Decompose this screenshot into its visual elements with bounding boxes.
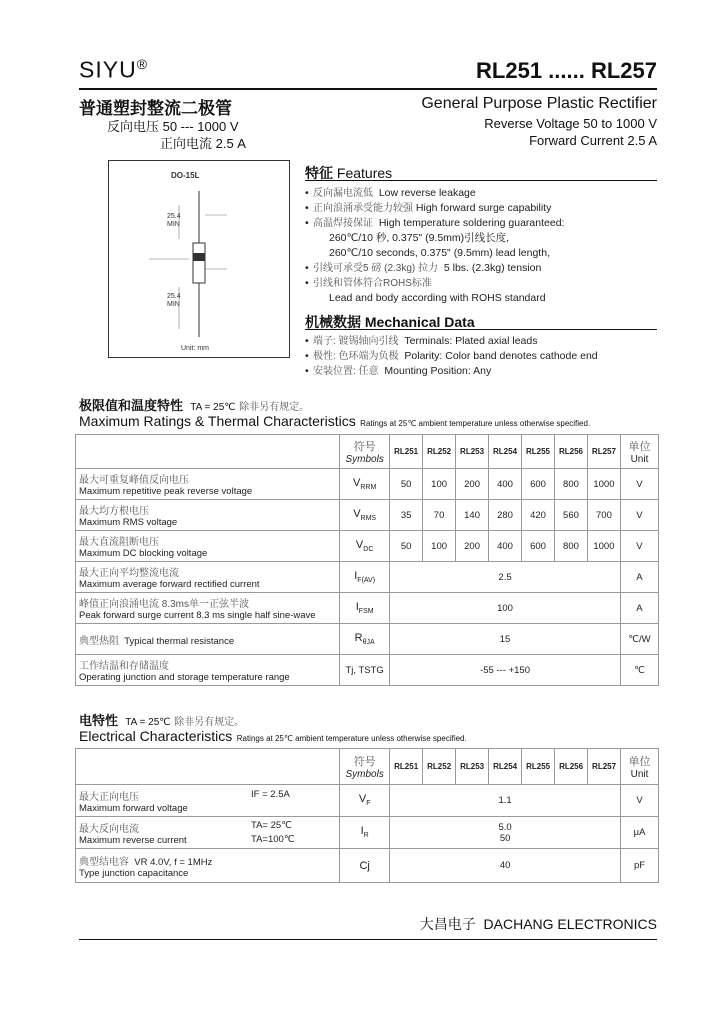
- dim-bottom-value: 25.4: [167, 293, 181, 300]
- package-drawing: [108, 160, 290, 358]
- table-row: 最大可重复峰值反向电压 Maximum repetitive peak reverse voltage $V_{RRM}$ 50 100 200 400 600 800 1000 V: [76, 469, 659, 500]
- mechanical-title: 机械数据 Mechanical Data: [305, 314, 475, 330]
- feature-item: Lead and body according with ROHS standard: [329, 292, 546, 304]
- table-header-row: 符号 Symbols RL251 RL252 RL253 RL254 RL255 RL256 RL257 单位 Unit: [76, 749, 659, 785]
- part-number-range: RL251 ...... RL257: [476, 58, 657, 83]
- feature-item: 260℃/10 seconds, 0.375" (9.5mm) lead length,: [329, 247, 550, 259]
- electrical-table: [75, 748, 659, 883]
- package-name: DO-15L: [171, 171, 200, 180]
- en-title: General Purpose Plastic Rectifier: [421, 95, 657, 112]
- mechanical-item: • 端子: 镀锡轴向引线 Terminals: Plated axial leads: [305, 335, 538, 347]
- feature-item: • 反向漏电流低 Low reverse leakage: [305, 187, 476, 199]
- max-ratings-table: [75, 434, 659, 686]
- table-row: 最大直流阻断电压 Maximum DC blocking voltage $V_{DC}$ 50 100 200 400 600 800 1000 V: [76, 531, 659, 562]
- mechanical-item: • 安装位置: 任意 Mounting Position: Any: [305, 365, 492, 377]
- table-row: 峰值正向浪涌电流 8.3ms单一正弦半波 Peak forward surge current 8.3 ms single half sine-wave $I_{FSM}$ 100 A: [76, 593, 659, 624]
- electrical-title-cn: 电特性 TA = 25℃ 除非另有规定。: [79, 713, 245, 728]
- mechanical-item: • 极性: 色环端为负极 Polarity: Color band denotes cathode end: [305, 350, 598, 362]
- table-row: 典型热阻 Typical thermal resistance $R_{\theta JA}$ 15 ℃/W: [76, 624, 659, 655]
- feature-item: • 引线和管体符合ROHS标准: [305, 277, 432, 289]
- features-list: [305, 186, 665, 306]
- table-row: 最大正向电压 Maximum forward voltage IF = 2.5A $V_F$ 1.1 V: [76, 785, 659, 817]
- mechanical-divider: [305, 329, 657, 330]
- dim-top-value: 25.4: [167, 213, 181, 220]
- cn-forward-current: 正向电流 2.5 A: [160, 136, 246, 151]
- mechanical-list: [305, 334, 665, 379]
- cn-title: 普通塑封整流二极管: [79, 99, 232, 118]
- features-divider: [305, 180, 657, 181]
- brand-logo: SIYU®: [79, 56, 149, 83]
- table-row: 典型结电容 VR 4.0V, f = 1MHz Type junction capacitance Cj 40 pF: [76, 849, 659, 883]
- package-units: Unit: mm: [181, 345, 209, 352]
- cn-reverse-voltage: 反向电压 50 --- 1000 V: [107, 119, 239, 134]
- en-reverse-voltage: Reverse Voltage 50 to 1000 V: [484, 116, 657, 131]
- table-row: 最大正向平均整流电流 Maximum average forward rectified current $I_{F(AV)}$ 2.5 A: [76, 562, 659, 593]
- feature-item: • 高温焊接保证 High temperature soldering guaranteed:: [305, 217, 565, 229]
- en-forward-current: Forward Current 2.5 A: [529, 133, 657, 148]
- dim-top-min: MIN: [167, 221, 180, 228]
- dim-bottom-min: MIN: [167, 301, 180, 308]
- max-ratings-title-en: Maximum Ratings & Thermal Characteristics Ratings at 25℃ ambient temperature unless otherwise specified.: [79, 413, 591, 429]
- footer-divider: [79, 939, 657, 940]
- features-title: 特征 Features: [305, 165, 393, 181]
- max-ratings-title-cn: 极限值和温度特性 TA = 25℃ 除非另有规定。: [79, 398, 310, 413]
- electrical-title-en: Electrical Characteristics Ratings at 25℃ ambient temperature unless otherwise specified.: [79, 728, 467, 744]
- header-divider: [79, 88, 657, 90]
- feature-item: 260℃/10 秒, 0.375" (9.5mm)引线长度,: [329, 232, 510, 244]
- table-header-row: 符号 Symbols RL251 RL252 RL253 RL254 RL255 RL256 RL257 单位 Unit: [76, 435, 659, 469]
- feature-item: • 引线可承受5 磅 (2.3kg) 拉力 5 lbs. (2.3kg) tension: [305, 262, 542, 274]
- footer-company: 大昌电子 DACHANG ELECTRONICS: [419, 916, 657, 932]
- feature-item: • 正向浪涌承受能力较强 High forward surge capability: [305, 202, 552, 214]
- diode-outline: [109, 161, 289, 357]
- table-row: 最大反向电流 Maximum reverse current TA= 25℃ TA=100℃ $I_R$ 5.0 50 μA: [76, 817, 659, 849]
- table-row: 最大均方根电压 Maximum RMS voltage $V_{RMS}$ 35 70 140 280 420 560 700 V: [76, 500, 659, 531]
- table-row: 工作结温和存储温度 Operating junction and storage temperature range Tj, TSTG -55 --- +150 ℃: [76, 655, 659, 686]
